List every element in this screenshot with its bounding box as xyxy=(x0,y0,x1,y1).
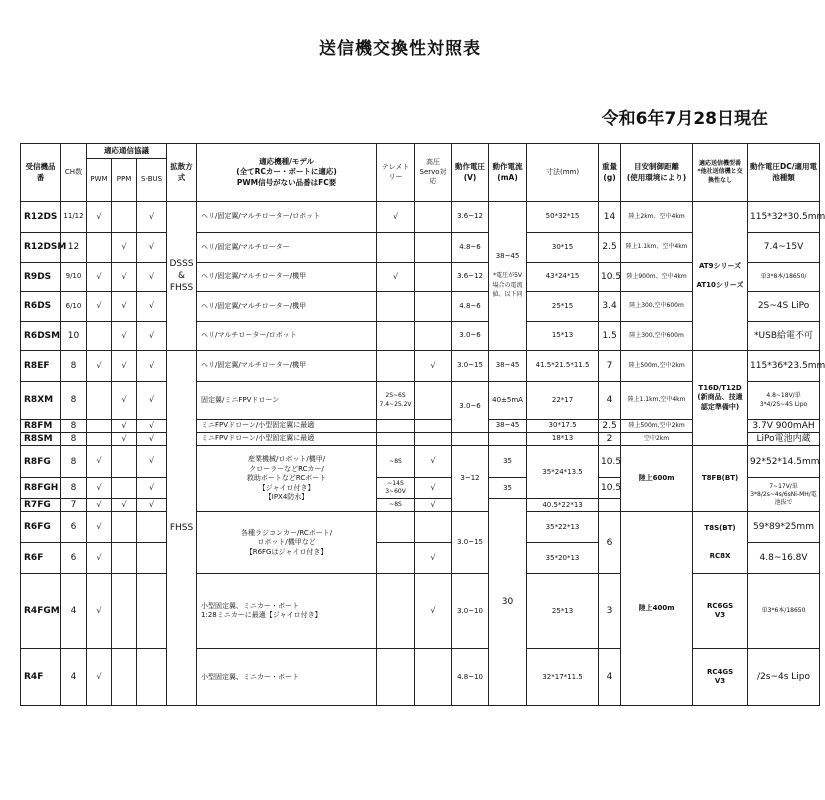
channel-count: 8 xyxy=(61,351,87,382)
size-cell: 50*32*15 xyxy=(527,202,599,233)
ppm-mark xyxy=(112,649,137,706)
ppm-mark: √ xyxy=(112,263,137,292)
range-cell: 陸上2km、空中4km xyxy=(621,202,693,233)
battery-cell: 4.8~18V/単3*4/2S~4S Lipo xyxy=(748,382,820,420)
model-cell: ヘリ/固定翼/マルチローター/機甲 xyxy=(197,263,377,292)
voltage-cell: 3.6~12 xyxy=(452,202,489,233)
voltage-cell: 3.0~10 xyxy=(452,574,489,649)
weight-cell: 3 xyxy=(599,574,621,649)
weight-cell: 7 xyxy=(599,351,621,382)
voltage-r6fg-cell: 3.0~15 xyxy=(452,512,489,574)
size-cell: 22*17 xyxy=(527,382,599,420)
voltage-cell: 3.0~15 xyxy=(452,351,489,382)
range-fg-cell: 陸上600m xyxy=(621,446,693,512)
ppm-mark xyxy=(112,512,137,543)
ppm-mark xyxy=(112,543,137,574)
ppm-mark: √ xyxy=(112,420,137,433)
range-cell: 陸上1.1km、空中4km xyxy=(621,233,693,263)
telemetry-mark xyxy=(377,233,415,263)
date-stamp: 令和6年7月28日現在 xyxy=(601,109,768,129)
header-weight: 重量(g) xyxy=(599,144,621,202)
battery-cell: /2s~4s Lipo xyxy=(748,649,820,706)
size-cell: 35*20*13 xyxy=(527,543,599,574)
model-cell: ヘリ/固定翼/マルチローター/ロボット xyxy=(197,202,377,233)
transmitter-at9-at10: AT9シリーズ AT10シリーズ xyxy=(693,202,748,351)
hv-mark xyxy=(415,322,452,351)
model-cell: ヘリ/マルチローター/ロボット xyxy=(197,322,377,351)
telemetry-mark xyxy=(377,433,415,446)
sbus-mark xyxy=(137,512,167,543)
weight-cell: 14 xyxy=(599,202,621,233)
transmitter-t8s-rc8x xyxy=(693,512,748,574)
sbus-mark: √ xyxy=(137,233,167,263)
header-current: 動作電流(mA) xyxy=(489,144,527,202)
channel-count: 9/10 xyxy=(61,263,87,292)
header-sbus: S-BUS xyxy=(137,159,167,202)
sbus-mark: √ xyxy=(137,322,167,351)
telemetry-mark xyxy=(377,292,415,322)
ppm-mark xyxy=(112,574,137,649)
size-cell: 35*22*13 xyxy=(527,512,599,543)
header-model: 適応機種/モデル (全てRCカー・ボートに適応) PWM信号がない品番はFC要 xyxy=(197,144,377,202)
telemetry-mark xyxy=(377,420,415,433)
model-cell: ヘリ/固定翼/マルチローター xyxy=(197,233,377,263)
voltage-cell: 3.0~6 xyxy=(452,382,489,433)
pwm-mark xyxy=(87,433,112,446)
ppm-mark xyxy=(112,202,137,233)
hv-mark xyxy=(415,382,452,420)
sbus-mark xyxy=(137,574,167,649)
range-r4-cell: 陸上400m xyxy=(621,512,693,706)
size-cell: 43*24*15 xyxy=(527,263,599,292)
voltage-fg-cell: 3~12 xyxy=(452,446,489,512)
pwm-mark: √ xyxy=(87,512,112,543)
battery-cell: 115*32*30.5mm xyxy=(748,202,820,233)
channel-count: 8 xyxy=(61,478,87,499)
pwm-mark xyxy=(87,233,112,263)
sbus-mark: √ xyxy=(137,420,167,433)
size-cell: 30*17.5 xyxy=(527,420,599,433)
channel-count: 8 xyxy=(61,446,87,478)
current-cell xyxy=(489,433,527,446)
ppm-mark: √ xyxy=(112,322,137,351)
receiver-name: R8FM xyxy=(21,420,61,433)
telemetry-cell: 2S~6S 7.4~25.2V xyxy=(377,382,415,420)
header-voltage: 動作電圧(V) xyxy=(452,144,489,202)
range-cell: 陸上300,空中600m xyxy=(621,292,693,322)
receiver-name: R6FG xyxy=(21,512,61,543)
weight-cell: 2.5 xyxy=(599,420,621,433)
battery-cell: 115*36*23.5mm xyxy=(748,351,820,382)
receiver-name: R8XM xyxy=(21,382,61,420)
ppm-mark: √ xyxy=(112,433,137,446)
pwm-mark: √ xyxy=(87,351,112,382)
battery-cell: *USB給電不可 xyxy=(748,322,820,351)
telemetry-cell: ~8S xyxy=(377,446,415,478)
hv-mark xyxy=(415,649,452,706)
header-name: 受信機品番 xyxy=(21,144,61,202)
telemetry-mark xyxy=(377,322,415,351)
current-cell: 35 xyxy=(489,478,527,499)
ppm-mark: √ xyxy=(112,292,137,322)
hv-mark: √ xyxy=(415,478,452,499)
channel-count: 10 xyxy=(61,322,87,351)
channel-count: 12 xyxy=(61,233,87,263)
battery-cell: 4.8~16.8V xyxy=(748,543,820,574)
hv-mark: √ xyxy=(415,351,452,382)
receiver-name: R6DS xyxy=(21,292,61,322)
transmitter-rc6gs: RC6GS V3 xyxy=(693,574,748,649)
pwm-mark: √ xyxy=(87,574,112,649)
receiver-name: R7FG xyxy=(21,499,61,512)
pwm-mark: √ xyxy=(87,478,112,499)
weight-cell: 2.5 xyxy=(599,233,621,263)
header-protocol: 適応通信協議 xyxy=(87,144,167,159)
model-fg-cell: 産業機械/ロボット/機甲/ クローラーなどRCカー/ 救助ボートなどRCボート 【ジャイロ付き】 【IPX4防水】 xyxy=(197,446,377,512)
transmitter-t8fb: T8FB(BT) xyxy=(693,446,748,512)
sbus-mark xyxy=(137,649,167,706)
hv-mark: √ xyxy=(415,574,452,649)
pwm-mark xyxy=(87,382,112,420)
size-cell: 41.5*21.5*11.5 xyxy=(527,351,599,382)
receiver-name: R8SM xyxy=(21,433,61,446)
telemetry-mark xyxy=(377,543,415,574)
battery-cell: 59*89*25mm xyxy=(748,512,820,543)
range-cell: 陸上500m,空中2km xyxy=(621,351,693,382)
sbus-mark: √ xyxy=(137,382,167,420)
range-cell: 陸上1.1km,空中4km xyxy=(621,382,693,420)
header-telemetry: テレメトリー xyxy=(377,144,415,202)
ppm-mark: √ xyxy=(112,499,137,512)
telemetry-mark xyxy=(377,351,415,382)
battery-cell: 3.7V 900mAH xyxy=(748,420,820,433)
size-cell: 18*13 xyxy=(527,433,599,446)
model-cell: 小型固定翼、ミニカー・ボート 1:28ミニカーに最適【ジャイロ付き】 xyxy=(197,574,377,649)
hv-mark: √ xyxy=(415,543,452,574)
current-note: *電圧が5V場合の電流値、以下同 xyxy=(492,272,523,299)
voltage-cell: 3.6~12 xyxy=(452,263,489,292)
receiver-name: R6DSM xyxy=(21,322,61,351)
channel-count: 6 xyxy=(61,512,87,543)
sbus-mark: √ xyxy=(137,202,167,233)
battery-cell: 単3*6本/18650 xyxy=(748,574,820,649)
size-cell: 30*15 xyxy=(527,233,599,263)
channel-count: 6/10 xyxy=(61,292,87,322)
channel-count: 8 xyxy=(61,420,87,433)
battery-cell: 92*52*14.5mm xyxy=(748,446,820,478)
ppm-mark: √ xyxy=(112,382,137,420)
pwm-mark xyxy=(87,420,112,433)
telemetry-mark xyxy=(377,512,415,543)
voltage-cell: 4.8~6 xyxy=(452,292,489,322)
sbus-mark: √ xyxy=(137,292,167,322)
receiver-name: R12DSM xyxy=(21,233,61,263)
telemetry-mark xyxy=(377,574,415,649)
battery-cell: 単3*8本/18650/ xyxy=(748,263,820,292)
channel-count: 4 xyxy=(61,574,87,649)
channel-count: 4 xyxy=(61,649,87,706)
weight-r6-cell: 6 xyxy=(599,512,621,574)
sbus-mark: √ xyxy=(137,433,167,446)
channel-count: 8 xyxy=(61,433,87,446)
battery-cell: 7.4~15V xyxy=(748,233,820,263)
current-value: 38~45 xyxy=(495,252,520,261)
weight-cell: 2 xyxy=(599,433,621,446)
battery-cell: 7~17V/単3*8/2s~4s/6sNi-MH/電池抜で xyxy=(748,478,820,512)
battery-cell: 2S~4S LiPo xyxy=(748,292,820,322)
pwm-mark: √ xyxy=(87,292,112,322)
receiver-name: R8EF xyxy=(21,351,61,382)
voltage-cell xyxy=(452,433,489,446)
hv-mark xyxy=(415,292,452,322)
weight-cell: 3.4 xyxy=(599,292,621,322)
voltage-cell: 4.8~6 xyxy=(452,233,489,263)
receiver-name: R8FGH xyxy=(21,478,61,499)
receiver-name: R4FGM xyxy=(21,574,61,649)
header-transmitter: 適応送信機型番 *他社送信機と交換性なし xyxy=(693,144,748,202)
model-cell: ミニFPVドローン/小型固定翼に最適 xyxy=(197,420,377,433)
pwm-mark xyxy=(87,322,112,351)
ppm-mark: √ xyxy=(112,233,137,263)
model-cell: ヘリ/固定翼/マルチローター/機甲 xyxy=(197,351,377,382)
sbus-mark: √ xyxy=(137,478,167,499)
ppm-mark xyxy=(112,446,137,478)
telemetry-cell: ~8S xyxy=(377,499,415,512)
current-small-cell: 30 xyxy=(489,499,527,706)
hv-mark xyxy=(415,263,452,292)
compatibility-table xyxy=(20,143,825,706)
channel-count: 11/12 xyxy=(61,202,87,233)
sbus-mark xyxy=(137,543,167,574)
current-cell: 35 xyxy=(489,446,527,478)
weight-cell: 10.5 xyxy=(599,263,621,292)
sbus-mark: √ xyxy=(137,263,167,292)
channel-count: 7 xyxy=(61,499,87,512)
ppm-mark: √ xyxy=(112,351,137,382)
telemetry-mark: √ xyxy=(377,263,415,292)
range-cell: 陸上900m、空中4km xyxy=(621,263,693,292)
current-cell: 38~45 xyxy=(489,420,527,433)
ppm-mark xyxy=(112,478,137,499)
model-cell: ミニFPVドローン/小型固定翼に最適 xyxy=(197,433,377,446)
sbus-mark: √ xyxy=(137,499,167,512)
pwm-mark: √ xyxy=(87,263,112,292)
telemetry-mark xyxy=(377,649,415,706)
pwm-mark: √ xyxy=(87,202,112,233)
hv-mark xyxy=(415,433,452,446)
model-cell: ヘリ/固定翼/マルチローター/機甲 xyxy=(197,292,377,322)
sbus-mark: √ xyxy=(137,446,167,478)
header-ch: CH数 xyxy=(61,144,87,202)
range-cell: 陸上300,空中600m xyxy=(621,322,693,351)
receiver-name: R4F xyxy=(21,649,61,706)
transmitter-t16d-t12d: T16D/T12D (新商品、技適認定準備中) xyxy=(693,351,748,446)
weight-cell: 10.5 xyxy=(599,446,621,478)
pwm-mark: √ xyxy=(87,543,112,574)
range-cell: 空中2km xyxy=(621,433,693,446)
pwm-mark: √ xyxy=(87,499,112,512)
weight-cell: 10.5 xyxy=(599,478,621,499)
model-r6fg-cell: 各種ラジコンカー/RCボート/ ロボット/機甲など 【R6FGはジャイロ付き】 xyxy=(197,512,377,574)
receiver-name: R9DS xyxy=(21,263,61,292)
header-battery: 動作電圧DC/適用電池種類 xyxy=(748,144,820,202)
pwm-mark: √ xyxy=(87,446,112,478)
transmitter-t8s: T8S(BT) xyxy=(704,524,736,533)
spread-dsss: DSSS & FHSS xyxy=(167,202,197,351)
header-size: 寸法(mm) xyxy=(527,144,599,202)
header-ppm: PPM xyxy=(112,159,137,202)
hv-mark xyxy=(415,420,452,433)
current-cell: 40±5mA xyxy=(489,382,527,420)
size-cell: 35*24*13.5 xyxy=(527,446,599,499)
header-spread: 拡散方式 xyxy=(167,144,197,202)
receiver-name: R6F xyxy=(21,543,61,574)
size-cell: 15*13 xyxy=(527,322,599,351)
header-hv-servo: 高圧Servo対応 xyxy=(415,144,452,202)
current-cell: 38~45 xyxy=(489,351,527,382)
weight-cell: 4 xyxy=(599,649,621,706)
telemetry-mark: √ xyxy=(377,202,415,233)
model-cell: 小型固定翼、ミニカー・ボート xyxy=(197,649,377,706)
pwm-mark: √ xyxy=(87,649,112,706)
page-title: 送信機交換性対照表 xyxy=(319,39,481,59)
current-ds-cell xyxy=(489,202,527,351)
hv-mark: √ xyxy=(415,499,452,512)
battery-cell: LiPo電池内蔵 xyxy=(748,433,820,446)
channel-count: 8 xyxy=(61,382,87,420)
transmitter-rc4gs: RC4GS V3 xyxy=(693,649,748,706)
hv-mark: √ xyxy=(415,446,452,478)
range-cell: 陸上500m,空中2km xyxy=(621,420,693,433)
weight-cell: 4 xyxy=(599,382,621,420)
size-cell: 40.5*22*13 xyxy=(527,499,599,512)
model-cell: 固定翼/ミニFPVドローン xyxy=(197,382,377,420)
hv-mark xyxy=(415,233,452,263)
channel-count: 6 xyxy=(61,543,87,574)
receiver-name: R12DS xyxy=(21,202,61,233)
voltage-cell: 3.0~6 xyxy=(452,322,489,351)
telemetry-cell: ~14S 3~60V xyxy=(377,478,415,499)
receiver-name: R8FG xyxy=(21,446,61,478)
voltage-cell: 4.8~10 xyxy=(452,649,489,706)
header-pwm: PWM xyxy=(87,159,112,202)
spread-fhss: FHSS xyxy=(167,351,197,706)
size-cell: 25*15 xyxy=(527,292,599,322)
header-range: 目安制御距離 (使用環境により) xyxy=(621,144,693,202)
weight-cell xyxy=(599,499,621,512)
size-cell: 32*17*11.5 xyxy=(527,649,599,706)
sbus-mark: √ xyxy=(137,351,167,382)
hv-mark xyxy=(415,202,452,233)
hv-mark xyxy=(415,512,452,543)
weight-cell: 1.5 xyxy=(599,322,621,351)
transmitter-rc8x: RC8X xyxy=(709,552,731,561)
size-cell: 25*13 xyxy=(527,574,599,649)
